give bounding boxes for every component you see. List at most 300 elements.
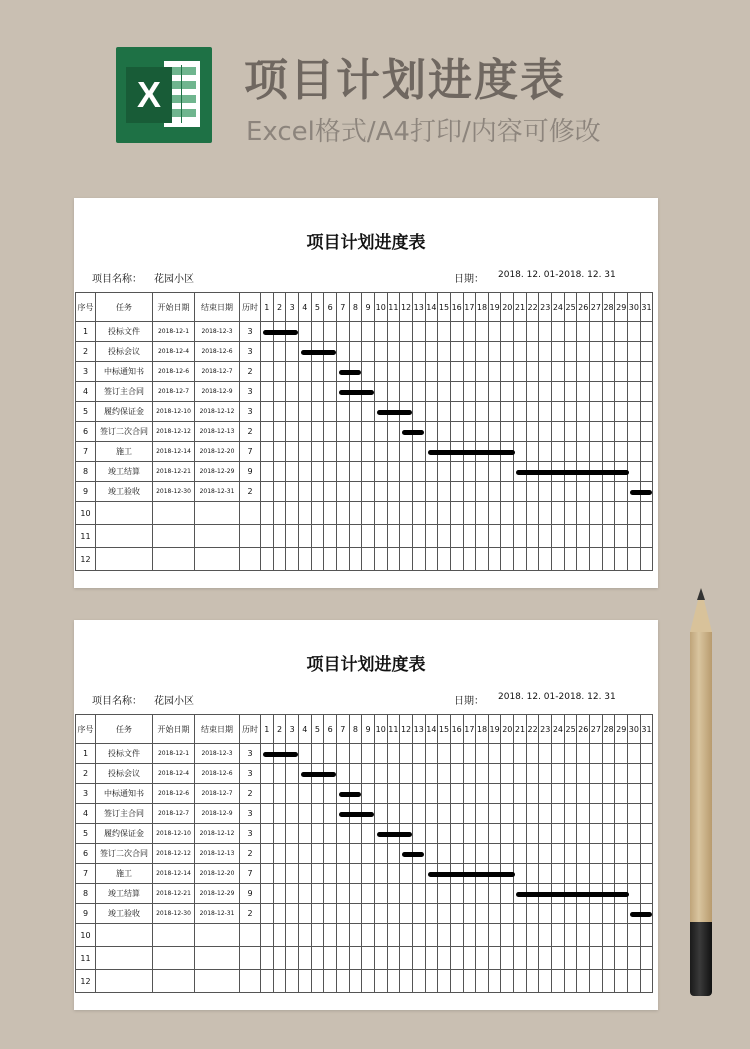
day-cell[interactable]	[311, 784, 324, 804]
empty-cell[interactable]	[324, 548, 337, 571]
empty-cell[interactable]	[298, 525, 311, 548]
day-cell[interactable]	[628, 764, 641, 784]
day-cell[interactable]	[564, 824, 577, 844]
day-cell[interactable]	[438, 804, 451, 824]
day-cell[interactable]	[552, 342, 565, 362]
day-cell[interactable]	[526, 804, 539, 824]
row-number[interactable]: 8	[76, 884, 96, 904]
day-cell[interactable]	[577, 764, 590, 784]
day-cell[interactable]	[336, 442, 349, 462]
empty-cell[interactable]	[577, 502, 590, 525]
day-cell[interactable]	[590, 322, 603, 342]
day-cell[interactable]	[374, 402, 387, 422]
day-cell[interactable]	[615, 362, 628, 382]
empty-cell[interactable]	[273, 525, 286, 548]
day-cell[interactable]	[425, 462, 438, 482]
day-cell[interactable]	[476, 322, 489, 342]
empty-cell[interactable]	[514, 548, 527, 571]
day-cell[interactable]	[298, 322, 311, 342]
row-number[interactable]: 5	[76, 824, 96, 844]
row-number[interactable]: 11	[76, 947, 96, 970]
empty-cell[interactable]	[96, 970, 153, 993]
empty-cell[interactable]	[488, 502, 501, 525]
day-cell[interactable]	[374, 844, 387, 864]
day-cell[interactable]	[298, 462, 311, 482]
day-cell[interactable]	[602, 382, 615, 402]
duration[interactable]: 2	[240, 904, 261, 924]
day-cell[interactable]	[602, 844, 615, 864]
empty-cell[interactable]	[240, 947, 261, 970]
empty-cell[interactable]	[602, 924, 615, 947]
empty-cell[interactable]	[195, 947, 240, 970]
day-cell[interactable]	[273, 422, 286, 442]
day-cell[interactable]	[615, 824, 628, 844]
day-cell[interactable]	[374, 804, 387, 824]
day-cell[interactable]	[488, 462, 501, 482]
row-number[interactable]: 1	[76, 744, 96, 764]
empty-cell[interactable]	[628, 502, 641, 525]
empty-cell[interactable]	[640, 548, 653, 571]
day-cell[interactable]	[564, 804, 577, 824]
day-cell[interactable]	[336, 844, 349, 864]
day-cell[interactable]	[476, 482, 489, 502]
row-number[interactable]: 2	[76, 342, 96, 362]
empty-cell[interactable]	[311, 947, 324, 970]
day-cell[interactable]	[387, 864, 400, 884]
day-cell[interactable]	[552, 844, 565, 864]
day-cell[interactable]	[488, 422, 501, 442]
empty-cell[interactable]	[273, 970, 286, 993]
day-cell[interactable]	[412, 744, 425, 764]
day-cell[interactable]	[298, 382, 311, 402]
empty-cell[interactable]	[362, 502, 375, 525]
empty-cell[interactable]	[590, 924, 603, 947]
end-date[interactable]: 2018-12-31	[195, 482, 240, 502]
day-cell[interactable]	[476, 844, 489, 864]
day-cell[interactable]	[552, 362, 565, 382]
day-cell[interactable]	[488, 904, 501, 924]
empty-cell[interactable]	[488, 970, 501, 993]
day-cell[interactable]	[450, 402, 463, 422]
empty-cell[interactable]	[195, 970, 240, 993]
empty-cell[interactable]	[552, 502, 565, 525]
day-cell[interactable]	[488, 322, 501, 342]
day-cell[interactable]	[476, 904, 489, 924]
day-cell[interactable]	[298, 442, 311, 462]
day-cell[interactable]	[412, 864, 425, 884]
empty-cell[interactable]	[286, 924, 299, 947]
day-cell[interactable]	[387, 342, 400, 362]
day-cell[interactable]	[298, 422, 311, 442]
empty-cell[interactable]	[476, 924, 489, 947]
empty-cell[interactable]	[400, 548, 413, 571]
empty-cell[interactable]	[387, 548, 400, 571]
empty-cell[interactable]	[450, 502, 463, 525]
empty-cell[interactable]	[640, 525, 653, 548]
day-cell[interactable]	[615, 744, 628, 764]
day-cell[interactable]	[602, 322, 615, 342]
day-cell[interactable]	[514, 784, 527, 804]
day-cell[interactable]	[501, 462, 514, 482]
day-cell[interactable]	[324, 482, 337, 502]
empty-cell[interactable]	[412, 924, 425, 947]
duration[interactable]: 2	[240, 784, 261, 804]
day-cell[interactable]	[261, 804, 274, 824]
day-cell[interactable]	[539, 382, 552, 402]
day-cell[interactable]	[362, 402, 375, 422]
empty-cell[interactable]	[195, 502, 240, 525]
end-date[interactable]: 2018-12-6	[195, 764, 240, 784]
end-date[interactable]: 2018-12-7	[195, 784, 240, 804]
day-cell[interactable]	[488, 382, 501, 402]
task-name[interactable]: 投标会议	[96, 764, 153, 784]
empty-cell[interactable]	[438, 525, 451, 548]
day-cell[interactable]	[463, 744, 476, 764]
day-cell[interactable]	[514, 442, 527, 462]
task-name[interactable]: 竣工结算	[96, 884, 153, 904]
day-cell[interactable]	[590, 362, 603, 382]
day-cell[interactable]	[602, 784, 615, 804]
empty-cell[interactable]	[286, 525, 299, 548]
task-name[interactable]: 签订二次合同	[96, 844, 153, 864]
day-cell[interactable]	[539, 322, 552, 342]
day-cell[interactable]	[362, 442, 375, 462]
empty-cell[interactable]	[640, 970, 653, 993]
duration[interactable]: 7	[240, 442, 261, 462]
day-cell[interactable]	[412, 362, 425, 382]
empty-cell[interactable]	[463, 502, 476, 525]
task-name[interactable]: 履约保证金	[96, 402, 153, 422]
day-cell[interactable]	[539, 422, 552, 442]
day-cell[interactable]	[324, 864, 337, 884]
day-cell[interactable]	[463, 322, 476, 342]
day-cell[interactable]	[349, 844, 362, 864]
empty-cell[interactable]	[240, 970, 261, 993]
day-cell[interactable]	[514, 884, 527, 904]
day-cell[interactable]	[488, 884, 501, 904]
day-cell[interactable]	[526, 442, 539, 462]
day-cell[interactable]	[476, 362, 489, 382]
day-cell[interactable]	[476, 824, 489, 844]
day-cell[interactable]	[628, 322, 641, 342]
day-cell[interactable]	[501, 764, 514, 784]
day-cell[interactable]	[564, 482, 577, 502]
day-cell[interactable]	[261, 482, 274, 502]
day-cell[interactable]	[311, 402, 324, 422]
duration[interactable]: 2	[240, 844, 261, 864]
empty-cell[interactable]	[564, 970, 577, 993]
day-cell[interactable]	[438, 462, 451, 482]
day-cell[interactable]	[463, 884, 476, 904]
empty-cell[interactable]	[261, 548, 274, 571]
day-cell[interactable]	[438, 844, 451, 864]
day-cell[interactable]	[286, 342, 299, 362]
day-cell[interactable]	[514, 744, 527, 764]
empty-cell[interactable]	[615, 548, 628, 571]
empty-cell[interactable]	[438, 502, 451, 525]
day-cell[interactable]	[374, 362, 387, 382]
row-number[interactable]: 11	[76, 525, 96, 548]
day-cell[interactable]	[374, 482, 387, 502]
day-cell[interactable]	[362, 884, 375, 904]
day-cell[interactable]	[514, 362, 527, 382]
day-cell[interactable]	[362, 844, 375, 864]
start-date[interactable]: 2018-12-10	[153, 402, 195, 422]
day-cell[interactable]	[298, 744, 311, 764]
empty-cell[interactable]	[552, 947, 565, 970]
day-cell[interactable]	[273, 864, 286, 884]
empty-cell[interactable]	[526, 970, 539, 993]
day-cell[interactable]	[476, 784, 489, 804]
day-cell[interactable]	[400, 744, 413, 764]
empty-cell[interactable]	[615, 947, 628, 970]
day-cell[interactable]	[336, 784, 349, 804]
day-cell[interactable]	[602, 362, 615, 382]
day-cell[interactable]	[286, 884, 299, 904]
day-cell[interactable]	[362, 904, 375, 924]
day-cell[interactable]	[336, 402, 349, 422]
day-cell[interactable]	[602, 482, 615, 502]
day-cell[interactable]	[463, 764, 476, 784]
day-cell[interactable]	[577, 844, 590, 864]
empty-cell[interactable]	[298, 924, 311, 947]
day-cell[interactable]	[311, 362, 324, 382]
day-cell[interactable]	[273, 784, 286, 804]
day-cell[interactable]	[539, 904, 552, 924]
end-date[interactable]: 2018-12-13	[195, 844, 240, 864]
day-cell[interactable]	[425, 402, 438, 422]
task-name[interactable]: 施工	[96, 864, 153, 884]
day-cell[interactable]	[311, 864, 324, 884]
day-cell[interactable]	[336, 764, 349, 784]
day-cell[interactable]	[450, 462, 463, 482]
day-cell[interactable]	[590, 804, 603, 824]
day-cell[interactable]	[501, 382, 514, 402]
day-cell[interactable]	[400, 322, 413, 342]
empty-cell[interactable]	[590, 502, 603, 525]
day-cell[interactable]	[488, 402, 501, 422]
day-cell[interactable]	[640, 442, 653, 462]
empty-cell[interactable]	[488, 924, 501, 947]
day-cell[interactable]	[400, 422, 413, 442]
day-cell[interactable]	[336, 744, 349, 764]
day-cell[interactable]	[438, 744, 451, 764]
day-cell[interactable]	[324, 884, 337, 904]
day-cell[interactable]	[324, 744, 337, 764]
day-cell[interactable]	[324, 422, 337, 442]
day-cell[interactable]	[564, 362, 577, 382]
day-cell[interactable]	[615, 382, 628, 402]
empty-cell[interactable]	[96, 947, 153, 970]
start-date[interactable]: 2018-12-7	[153, 382, 195, 402]
day-cell[interactable]	[640, 844, 653, 864]
day-cell[interactable]	[311, 744, 324, 764]
empty-cell[interactable]	[590, 548, 603, 571]
empty-cell[interactable]	[564, 947, 577, 970]
empty-cell[interactable]	[286, 502, 299, 525]
empty-cell[interactable]	[628, 924, 641, 947]
start-date[interactable]: 2018-12-1	[153, 744, 195, 764]
day-cell[interactable]	[640, 884, 653, 904]
empty-cell[interactable]	[412, 947, 425, 970]
day-cell[interactable]	[552, 442, 565, 462]
empty-cell[interactable]	[324, 502, 337, 525]
empty-cell[interactable]	[362, 970, 375, 993]
start-date[interactable]: 2018-12-12	[153, 844, 195, 864]
empty-cell[interactable]	[425, 548, 438, 571]
start-date[interactable]: 2018-12-4	[153, 342, 195, 362]
day-cell[interactable]	[400, 442, 413, 462]
duration[interactable]: 9	[240, 462, 261, 482]
day-cell[interactable]	[564, 382, 577, 402]
day-cell[interactable]	[261, 422, 274, 442]
day-cell[interactable]	[501, 844, 514, 864]
day-cell[interactable]	[539, 482, 552, 502]
empty-cell[interactable]	[501, 502, 514, 525]
duration[interactable]: 3	[240, 322, 261, 342]
day-cell[interactable]	[476, 884, 489, 904]
day-cell[interactable]	[476, 744, 489, 764]
day-cell[interactable]	[362, 322, 375, 342]
day-cell[interactable]	[374, 784, 387, 804]
day-cell[interactable]	[476, 804, 489, 824]
day-cell[interactable]	[387, 784, 400, 804]
day-cell[interactable]	[298, 402, 311, 422]
day-cell[interactable]	[311, 382, 324, 402]
duration[interactable]: 2	[240, 422, 261, 442]
day-cell[interactable]	[273, 402, 286, 422]
day-cell[interactable]	[387, 844, 400, 864]
day-cell[interactable]	[628, 744, 641, 764]
empty-cell[interactable]	[501, 947, 514, 970]
day-cell[interactable]	[514, 764, 527, 784]
start-date[interactable]: 2018-12-30	[153, 482, 195, 502]
row-number[interactable]: 6	[76, 422, 96, 442]
start-date[interactable]: 2018-12-6	[153, 362, 195, 382]
day-cell[interactable]	[577, 402, 590, 422]
day-cell[interactable]	[552, 322, 565, 342]
task-name[interactable]: 签订主合同	[96, 804, 153, 824]
day-cell[interactable]	[450, 844, 463, 864]
day-cell[interactable]	[400, 342, 413, 362]
day-cell[interactable]	[349, 764, 362, 784]
duration[interactable]: 7	[240, 864, 261, 884]
day-cell[interactable]	[412, 764, 425, 784]
day-cell[interactable]	[349, 442, 362, 462]
day-cell[interactable]	[412, 342, 425, 362]
day-cell[interactable]	[349, 884, 362, 904]
day-cell[interactable]	[615, 322, 628, 342]
day-cell[interactable]	[501, 322, 514, 342]
day-cell[interactable]	[640, 864, 653, 884]
day-cell[interactable]	[501, 744, 514, 764]
empty-cell[interactable]	[195, 924, 240, 947]
task-name[interactable]: 投标会议	[96, 342, 153, 362]
day-cell[interactable]	[514, 322, 527, 342]
day-cell[interactable]	[526, 824, 539, 844]
day-cell[interactable]	[564, 904, 577, 924]
day-cell[interactable]	[261, 904, 274, 924]
end-date[interactable]: 2018-12-9	[195, 382, 240, 402]
day-cell[interactable]	[400, 382, 413, 402]
day-cell[interactable]	[311, 462, 324, 482]
empty-cell[interactable]	[273, 548, 286, 571]
empty-cell[interactable]	[324, 970, 337, 993]
day-cell[interactable]	[400, 864, 413, 884]
day-cell[interactable]	[412, 382, 425, 402]
empty-cell[interactable]	[602, 525, 615, 548]
empty-cell[interactable]	[463, 947, 476, 970]
empty-cell[interactable]	[450, 525, 463, 548]
day-cell[interactable]	[539, 744, 552, 764]
day-cell[interactable]	[324, 442, 337, 462]
empty-cell[interactable]	[425, 924, 438, 947]
task-name[interactable]: 竣工验收	[96, 482, 153, 502]
day-cell[interactable]	[526, 744, 539, 764]
day-cell[interactable]	[628, 402, 641, 422]
start-date[interactable]: 2018-12-21	[153, 884, 195, 904]
day-cell[interactable]	[311, 322, 324, 342]
day-cell[interactable]	[628, 824, 641, 844]
day-cell[interactable]	[564, 442, 577, 462]
empty-cell[interactable]	[336, 947, 349, 970]
day-cell[interactable]	[362, 744, 375, 764]
end-date[interactable]: 2018-12-9	[195, 804, 240, 824]
day-cell[interactable]	[539, 402, 552, 422]
empty-cell[interactable]	[336, 924, 349, 947]
day-cell[interactable]	[438, 824, 451, 844]
day-cell[interactable]	[311, 824, 324, 844]
day-cell[interactable]	[577, 824, 590, 844]
day-cell[interactable]	[374, 864, 387, 884]
day-cell[interactable]	[412, 884, 425, 904]
empty-cell[interactable]	[324, 525, 337, 548]
day-cell[interactable]	[615, 804, 628, 824]
day-cell[interactable]	[501, 402, 514, 422]
day-cell[interactable]	[640, 804, 653, 824]
day-cell[interactable]	[590, 904, 603, 924]
day-cell[interactable]	[273, 482, 286, 502]
day-cell[interactable]	[602, 402, 615, 422]
day-cell[interactable]	[374, 884, 387, 904]
day-cell[interactable]	[412, 482, 425, 502]
day-cell[interactable]	[286, 864, 299, 884]
day-cell[interactable]	[539, 824, 552, 844]
day-cell[interactable]	[640, 462, 653, 482]
day-cell[interactable]	[539, 764, 552, 784]
empty-cell[interactable]	[298, 502, 311, 525]
day-cell[interactable]	[336, 804, 349, 824]
duration[interactable]: 3	[240, 402, 261, 422]
day-cell[interactable]	[640, 784, 653, 804]
day-cell[interactable]	[311, 482, 324, 502]
empty-cell[interactable]	[425, 525, 438, 548]
empty-cell[interactable]	[463, 970, 476, 993]
day-cell[interactable]	[273, 804, 286, 824]
empty-cell[interactable]	[195, 548, 240, 571]
empty-cell[interactable]	[311, 924, 324, 947]
empty-cell[interactable]	[374, 548, 387, 571]
task-name[interactable]: 中标通知书	[96, 362, 153, 382]
day-cell[interactable]	[387, 442, 400, 462]
day-cell[interactable]	[450, 482, 463, 502]
day-cell[interactable]	[425, 422, 438, 442]
day-cell[interactable]	[438, 884, 451, 904]
day-cell[interactable]	[336, 382, 349, 402]
day-cell[interactable]	[425, 904, 438, 924]
day-cell[interactable]	[514, 804, 527, 824]
empty-cell[interactable]	[577, 548, 590, 571]
